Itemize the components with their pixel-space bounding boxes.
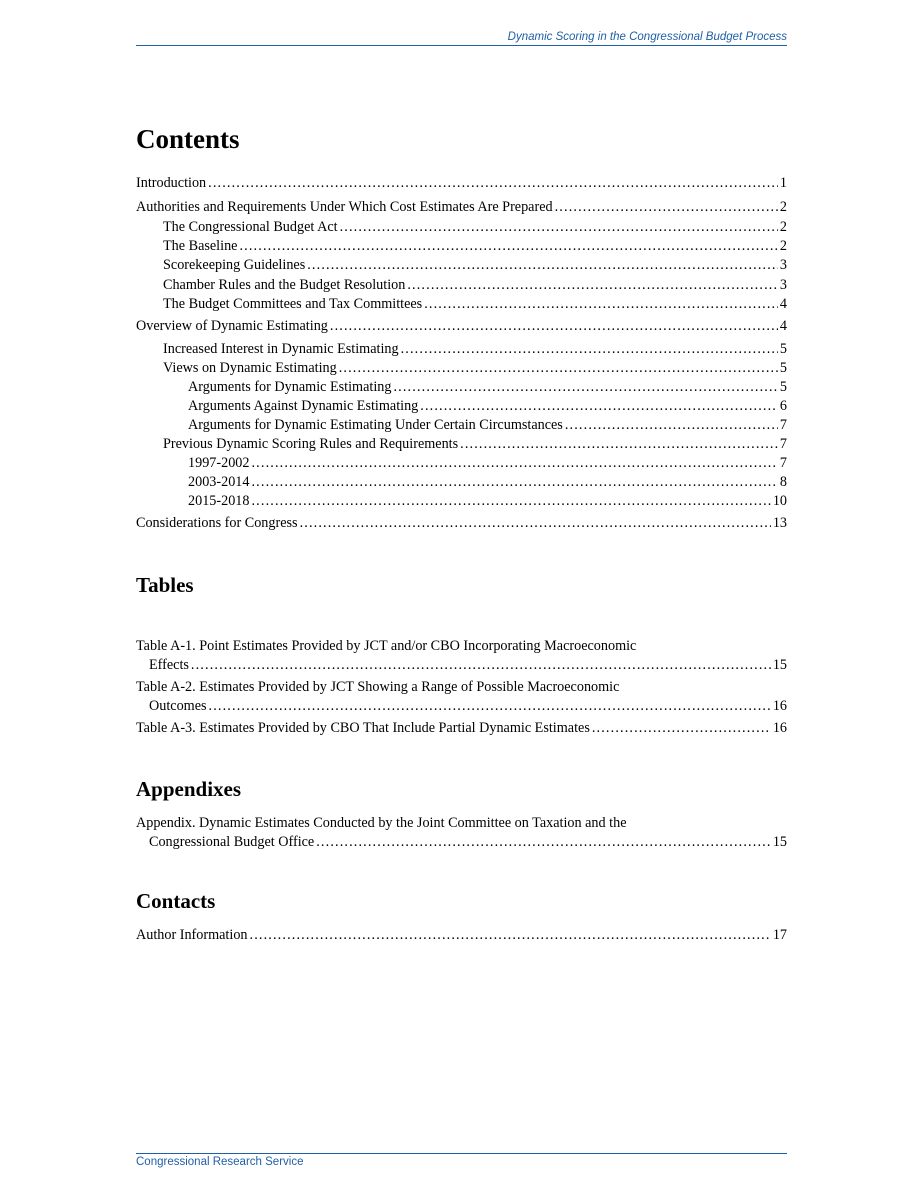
appendixes-heading: Appendixes bbox=[136, 777, 242, 801]
toc-entry-label: 1997-2002 bbox=[188, 455, 250, 471]
running-footer bbox=[136, 1153, 787, 1168]
toc-entry-label: Arguments for Dynamic Estimating bbox=[188, 379, 392, 395]
toc-entry-table-a2[interactable] bbox=[149, 697, 787, 716]
toc-entry-label: Overview of Dynamic Estimating bbox=[136, 318, 328, 334]
toc-entry-label: Effects bbox=[149, 657, 189, 673]
toc-entry-page: 10 bbox=[772, 493, 787, 509]
toc-entry-page: 7 bbox=[779, 436, 787, 452]
toc-entry-page: 16 bbox=[772, 698, 787, 714]
toc-entry-label: Chamber Rules and the Budget Resolution bbox=[163, 277, 406, 293]
toc-entry-page: 8 bbox=[779, 474, 787, 490]
toc-entry-label: Author Information bbox=[136, 927, 248, 943]
table-a2-title-line[interactable]: Table A-2. Estimates Provided by JCT Showing a Range of Possible Macroeconomic bbox=[136, 679, 620, 695]
toc-entry-1997-2002[interactable] bbox=[188, 454, 787, 473]
toc-entry-authorities[interactable] bbox=[136, 198, 787, 217]
toc-entry-arguments-certain[interactable] bbox=[188, 416, 787, 435]
toc-entry-congressional-budget-act[interactable] bbox=[163, 218, 787, 237]
toc-entry-label: The Congressional Budget Act bbox=[163, 219, 338, 235]
toc-entry-label: The Budget Committees and Tax Committees bbox=[163, 296, 423, 312]
toc-entry-increased-interest[interactable] bbox=[163, 340, 787, 359]
running-title: Dynamic Scoring in the Congressional Budget Process bbox=[507, 31, 787, 43]
toc-entry-views[interactable] bbox=[163, 359, 787, 378]
toc-entry-page: 5 bbox=[779, 341, 787, 357]
toc-entry-label: Congressional Budget Office bbox=[149, 834, 315, 850]
toc-entry-budget-committees[interactable] bbox=[163, 295, 787, 314]
toc-entry-previous-rules[interactable] bbox=[163, 435, 787, 454]
toc-entry-introduction[interactable] bbox=[136, 174, 787, 193]
toc-entry-table-a3[interactable] bbox=[136, 719, 787, 738]
toc-entry-page: 5 bbox=[779, 360, 787, 376]
appendix-title-line[interactable]: Appendix. Dynamic Estimates Conducted by the Joint Committee on Taxation and the bbox=[136, 815, 627, 831]
toc-entry-chamber-rules[interactable] bbox=[163, 276, 787, 295]
toc-entry-label: Considerations for Congress bbox=[136, 515, 298, 531]
toc-entry-scorekeeping[interactable] bbox=[163, 256, 787, 275]
toc-entry-overview[interactable] bbox=[136, 317, 787, 336]
toc-entry-label: Arguments for Dynamic Estimating Under Certain Circumstances bbox=[188, 417, 563, 433]
toc-entry-label: Increased Interest in Dynamic Estimating bbox=[163, 341, 399, 357]
toc-entry-2015-2018[interactable] bbox=[188, 492, 787, 511]
toc-entry-page: 16 bbox=[772, 720, 787, 736]
toc-entry-author-information[interactable] bbox=[136, 926, 787, 945]
contacts-heading: Contacts bbox=[136, 889, 216, 913]
toc-entry-page: 2 bbox=[779, 238, 787, 254]
toc-entry-page: 7 bbox=[779, 417, 787, 433]
toc-entry-arguments-against[interactable] bbox=[188, 397, 787, 416]
toc-entry-page: 4 bbox=[779, 318, 787, 334]
contents-heading: Contents bbox=[136, 124, 240, 154]
toc-entry-page: 4 bbox=[779, 296, 787, 312]
toc-entry-page: 17 bbox=[772, 927, 787, 943]
toc-entry-page: 5 bbox=[779, 379, 787, 395]
toc-entry-table-a1[interactable] bbox=[149, 656, 787, 675]
toc-entry-page: 2 bbox=[779, 199, 787, 215]
toc-entry-page: 15 bbox=[772, 834, 787, 850]
toc-entry-appendix[interactable] bbox=[149, 833, 787, 852]
toc-entry-page: 7 bbox=[779, 455, 787, 471]
toc-entry-page: 13 bbox=[772, 515, 787, 531]
toc-entry-label: Scorekeeping Guidelines bbox=[163, 257, 306, 273]
toc-entry-label: The Baseline bbox=[163, 238, 238, 254]
toc-entry-label: Previous Dynamic Scoring Rules and Requirements bbox=[163, 436, 459, 452]
toc-entry-label: Outcomes bbox=[149, 698, 207, 714]
toc-entry-page: 3 bbox=[779, 277, 787, 293]
toc-entry-arguments-for[interactable] bbox=[188, 378, 787, 397]
toc-entry-page: 3 bbox=[779, 257, 787, 273]
toc-entry-label: 2003-2014 bbox=[188, 474, 250, 490]
tables-heading: Tables bbox=[136, 573, 194, 597]
toc-entry-label: 2015-2018 bbox=[188, 493, 250, 509]
toc-entry-page: 15 bbox=[772, 657, 787, 673]
toc-entry-2003-2014[interactable] bbox=[188, 473, 787, 492]
table-a1-title-line[interactable]: Table A-1. Point Estimates Provided by JCT and/or CBO Incorporating Macroeconomic bbox=[136, 638, 637, 654]
toc-entry-page: 1 bbox=[779, 175, 787, 191]
toc-entry-label: Authorities and Requirements Under Which Cost Estimates Are Prepared bbox=[136, 199, 553, 215]
toc-entry-baseline[interactable] bbox=[163, 237, 787, 256]
toc-entry-label: Table A-3. Estimates Provided by CBO That Include Partial Dynamic Estimates bbox=[136, 720, 590, 736]
footer-source: Congressional Research Service bbox=[136, 1156, 304, 1168]
toc-entry-label: Arguments Against Dynamic Estimating bbox=[188, 398, 419, 414]
toc-entry-page: 6 bbox=[779, 398, 787, 414]
toc-entry-label: Introduction bbox=[136, 175, 207, 191]
toc-entry-page: 2 bbox=[779, 219, 787, 235]
toc-entry-considerations[interactable] bbox=[136, 514, 787, 533]
running-header bbox=[136, 31, 787, 46]
toc-entry-label: Views on Dynamic Estimating bbox=[163, 360, 337, 376]
